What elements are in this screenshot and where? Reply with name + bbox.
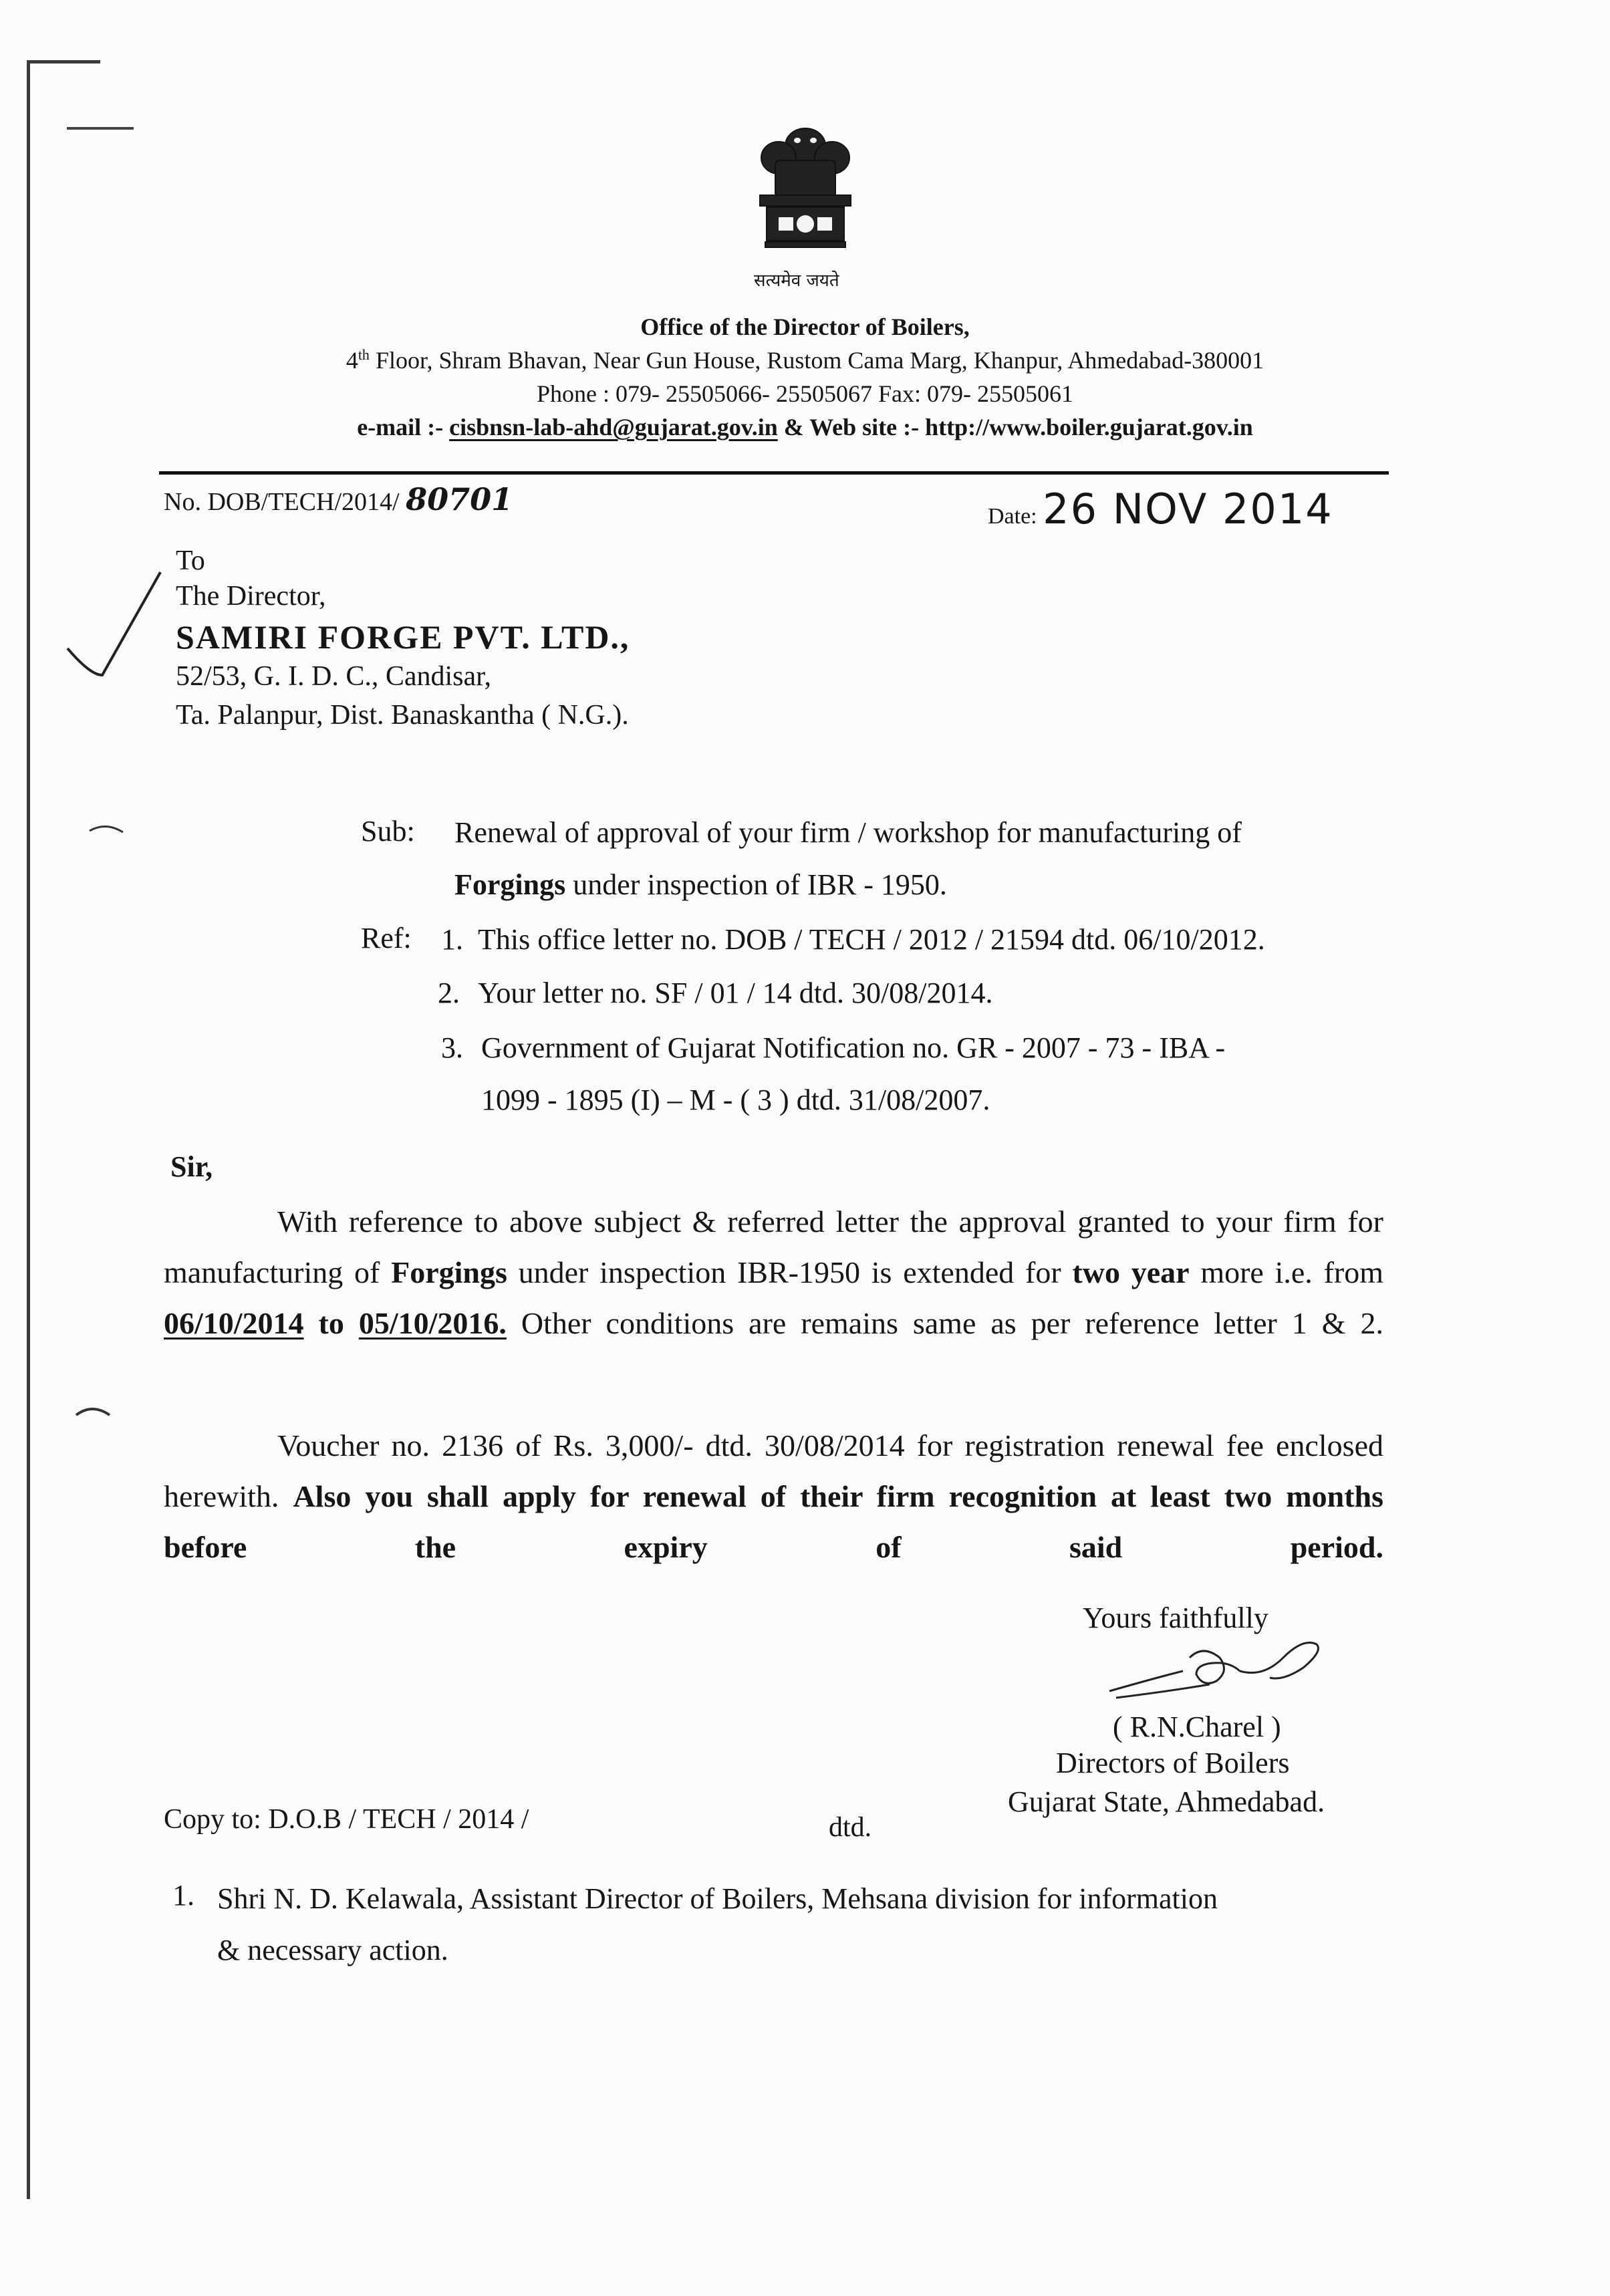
- reference-text: This office letter no. DOB / TECH / 2012 / 21594 dtd. 06/10/2012.: [478, 923, 1265, 956]
- check-mark-icon: [63, 568, 164, 682]
- copy-item-text-cont: & necessary action.: [217, 1934, 448, 1966]
- references-label: Ref:: [361, 922, 412, 954]
- scan-edge-top: [27, 60, 100, 63]
- website-link[interactable]: http://www.boiler.gujarat.gov.in: [925, 414, 1253, 440]
- margin-mark: [74, 1400, 114, 1420]
- salutation: Sir,: [170, 1150, 213, 1183]
- national-emblem-icon: [739, 120, 872, 264]
- addressee-company: SAMIRI FORGE PVT. LTD.,: [176, 618, 630, 656]
- office-address: 4th Floor, Shram Bhavan, Near Gun House, Rustom Cama Marg, Khanpur, Ahmedabad-380001: [346, 346, 1264, 374]
- reference-num: 2.: [438, 977, 460, 1009]
- date-stamp: 26 NOV 2014: [1043, 485, 1333, 533]
- letter-date: Date: 26 NOV 2014: [988, 485, 1333, 533]
- reference-text-cont: 1099 - 1895 (I) – M - ( 3 ) dtd. 31/08/2007.: [481, 1083, 990, 1116]
- closing: Yours faithfully: [1083, 1602, 1268, 1634]
- copy-item-text: Shri N. D. Kelawala, Assistant Director of Boilers, Mehsana division for information: [217, 1882, 1218, 1915]
- scan-mark: [67, 127, 134, 130]
- subject-label: Sub:: [361, 815, 415, 848]
- signatory-place: Gujarat State, Ahmedabad.: [1008, 1785, 1325, 1818]
- letter-number: No. DOB/TECH/2014/ 80701: [164, 481, 513, 517]
- email-link[interactable]: cisbnsn-lab-ahd@gujarat.gov.in: [449, 414, 778, 440]
- handwritten-number: 80701: [406, 481, 513, 517]
- handwritten-signature: [1103, 1631, 1343, 1711]
- subject-line1: Renewal of approval of your firm / workshop for manufacturing of: [454, 816, 1242, 849]
- margin-mark: [87, 819, 127, 839]
- body-paragraph-2: Voucher no. 2136 of Rs. 3,000/- dtd. 30/08/2014 for registration renewal fee enclosed herewith. Also you shall apply for renewal of their firm recognition at least two months before the expiry of said period.: [164, 1428, 1383, 1564]
- body-paragraph-1: With reference to above subject & referred letter the approval granted to your firm for manufacturing of Forgings under inspection IBR-1950 is extended for two year more i.e. from 06/10/2014 to 05/10/2016. Other conditions are remains same as per reference letter 1 & 2.: [164, 1204, 1383, 1340]
- reference-num: 3.: [441, 1031, 463, 1064]
- addressee-address-line1: 52/53, G. I. D. C., Candisar,: [176, 661, 491, 692]
- signatory-name: ( R.N.Charel ): [1113, 1710, 1281, 1743]
- signatory-designation: Directors of Boilers: [1056, 1747, 1290, 1779]
- header-rule: [159, 471, 1389, 475]
- copy-dtd: dtd.: [829, 1812, 872, 1843]
- reference-text: Government of Gujarat Notification no. GR - 2007 - 73 - IBA -: [481, 1031, 1226, 1064]
- reference-text: Your letter no. SF / 01 / 14 dtd. 30/08/2014.: [478, 977, 993, 1009]
- addressee-title: The Director,: [176, 581, 326, 612]
- copy-item-num: 1.: [172, 1879, 194, 1912]
- copy-to: Copy to: D.O.B / TECH / 2014 /: [164, 1804, 529, 1835]
- office-contact: e-mail :- cisbnsn-lab-ahd@gujarat.gov.in & Web site :- http://www.boiler.gujarat.gov.in: [357, 414, 1253, 440]
- reference-num: 1.: [441, 923, 463, 956]
- emblem-motto: सत्यमेव जयते: [754, 271, 839, 291]
- office-phone: Phone : 079- 25505066- 25505067 Fax: 079- 25505061: [537, 380, 1073, 407]
- office-title: Office of the Director of Boilers,: [640, 313, 970, 340]
- addressee-to: To: [176, 545, 205, 576]
- addressee-address-line2: Ta. Palanpur, Dist. Banaskantha ( N.G.).: [176, 700, 629, 731]
- subject-line2: Forgings under inspection of IBR - 1950.: [454, 868, 947, 901]
